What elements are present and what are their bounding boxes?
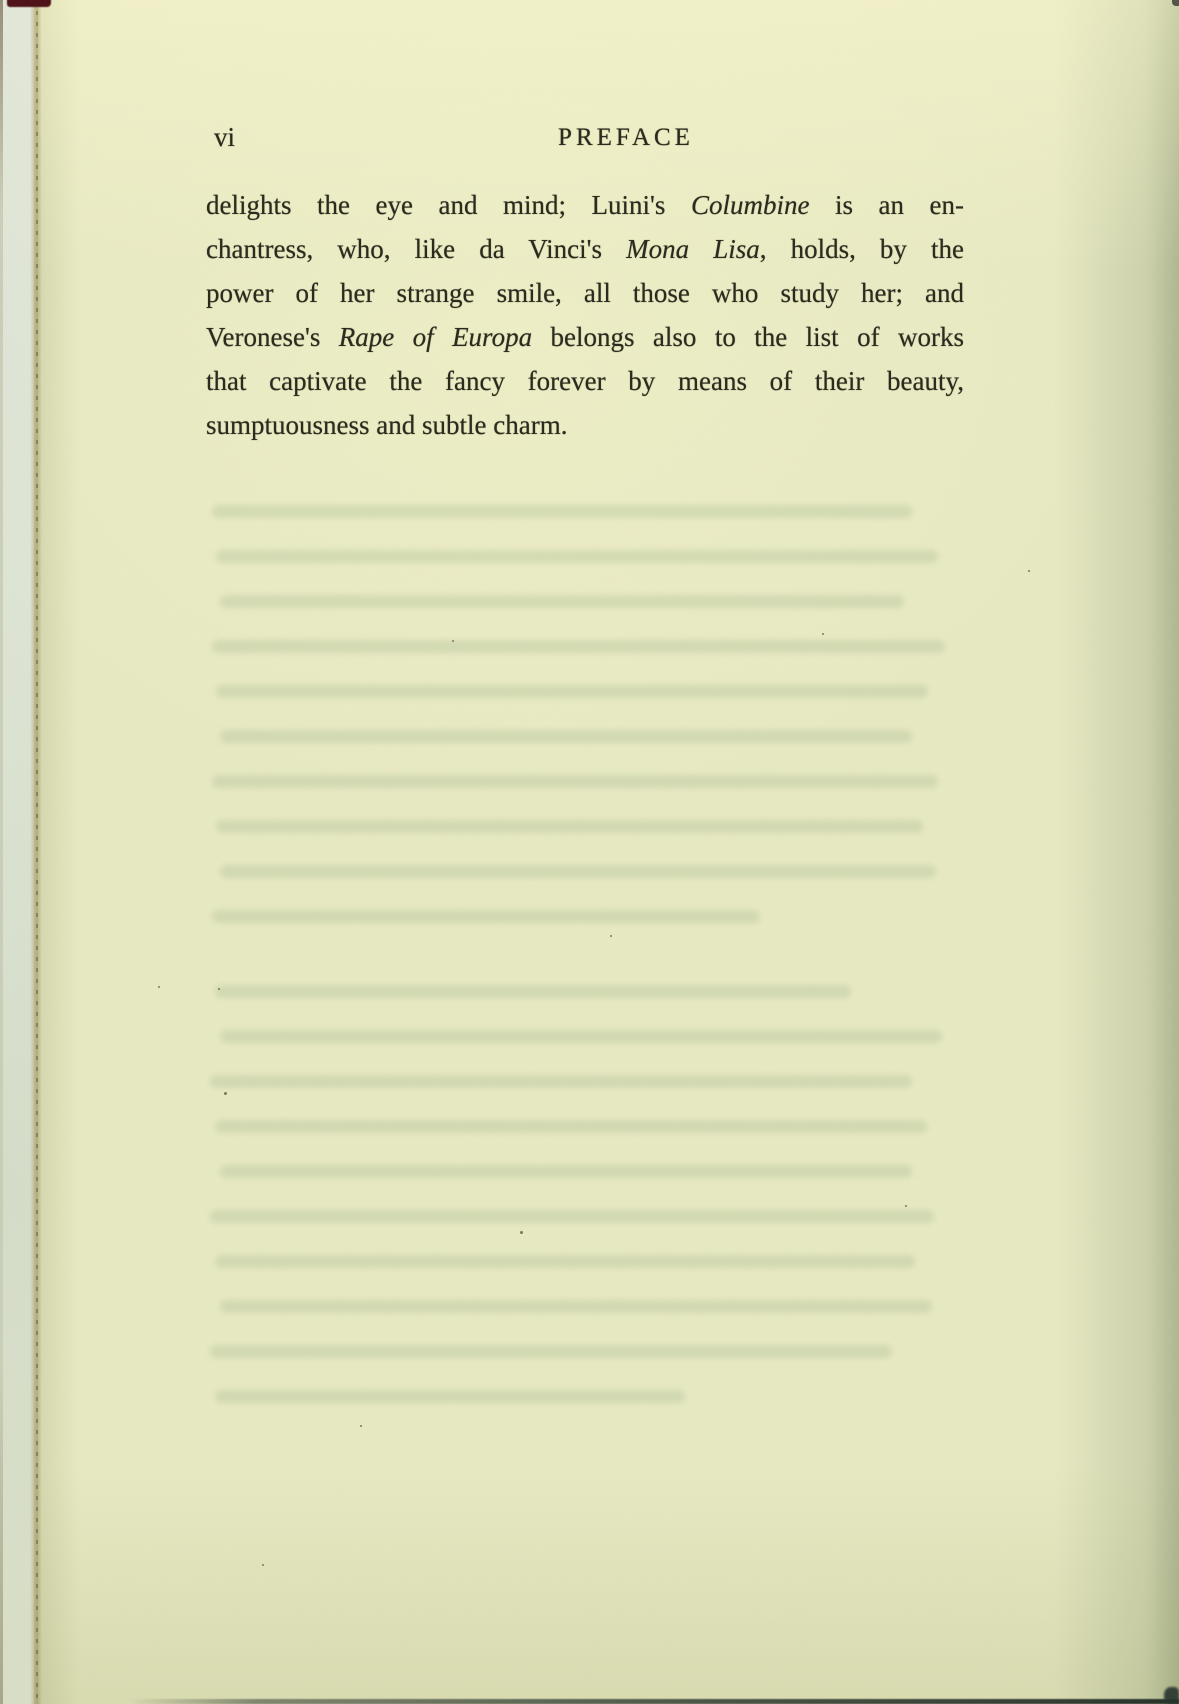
- body-paragraph: [206, 183, 964, 447]
- bleed-through-line: [220, 865, 936, 878]
- dust-speck: [360, 1425, 362, 1427]
- page-number: vi: [214, 122, 236, 152]
- text-line: [206, 227, 964, 271]
- binding-mark: [7, 0, 51, 7]
- dust-speck: [158, 986, 160, 988]
- dust-speck: [1028, 570, 1030, 572]
- text-segment: , holds, by the: [759, 234, 964, 264]
- gutter-edge-shadow: [0, 0, 3, 1704]
- dust-speck: [520, 1231, 523, 1234]
- bleed-through-line: [216, 820, 923, 833]
- page-gutter-edge: [0, 0, 34, 1704]
- bleed-through-line: [215, 985, 851, 998]
- text-line: [206, 315, 964, 359]
- bleed-through-line: [212, 505, 912, 518]
- dust-speck: [218, 988, 220, 990]
- text-segment: belongs also to the list of works: [532, 322, 964, 352]
- dust-speck: [905, 1205, 907, 1207]
- bleed-through-line: [210, 1075, 912, 1088]
- text-segment: sumptuousness and subtle charm.: [206, 410, 568, 440]
- bleed-through-line: [220, 1165, 912, 1178]
- bleed-through-line: [210, 1345, 892, 1358]
- text-segment: is an en-: [809, 190, 964, 220]
- text-line: [206, 183, 964, 227]
- text-segment: Veronese's: [206, 322, 339, 352]
- page-crease-line: [36, 0, 38, 1704]
- italic-artwork-title: Columbine: [690, 190, 810, 220]
- scan-corner-artifact-bottom-right: [1164, 1687, 1179, 1704]
- scan-corner-artifact-top-right: [1172, 0, 1179, 6]
- bleed-through-line: [220, 595, 904, 608]
- bleed-through-line: [220, 730, 912, 743]
- running-head: PREFACE: [558, 124, 694, 151]
- text-line: [206, 359, 964, 403]
- text-segment: chantress, who, like da Vinci's: [206, 234, 627, 264]
- bottom-scan-edge: [130, 1699, 1179, 1704]
- bleed-through-line: [215, 1120, 927, 1133]
- dust-speck: [262, 1564, 264, 1566]
- text-line: [206, 403, 964, 447]
- bleed-through-line: [212, 640, 945, 653]
- bleed-through-line: [220, 1030, 942, 1043]
- bleed-through-line: [215, 1390, 685, 1403]
- dust-speck: [610, 935, 612, 937]
- bleed-through-line: [216, 550, 938, 563]
- bleed-through-line: [216, 685, 928, 698]
- italic-artwork-title: Mona Lisa: [626, 234, 760, 264]
- text-line: [206, 271, 964, 315]
- text-segment: that captivate the fancy forever by means of their beauty,: [206, 366, 964, 396]
- bleed-through-line: [220, 1300, 932, 1313]
- dust-speck: [452, 640, 454, 642]
- bleed-through-line: [210, 1210, 934, 1223]
- text-segment: power of her strange smile, all those who study her; and: [206, 278, 964, 308]
- bleed-through-line: [212, 910, 760, 923]
- bleed-through-line: [212, 775, 938, 788]
- text-segment: delights the eye and mind; Luini's: [206, 190, 691, 220]
- dust-speck: [822, 633, 824, 635]
- dust-speck: [224, 1092, 227, 1095]
- bleed-through-line: [215, 1255, 915, 1268]
- italic-artwork-title: Rape of Europa: [338, 322, 533, 352]
